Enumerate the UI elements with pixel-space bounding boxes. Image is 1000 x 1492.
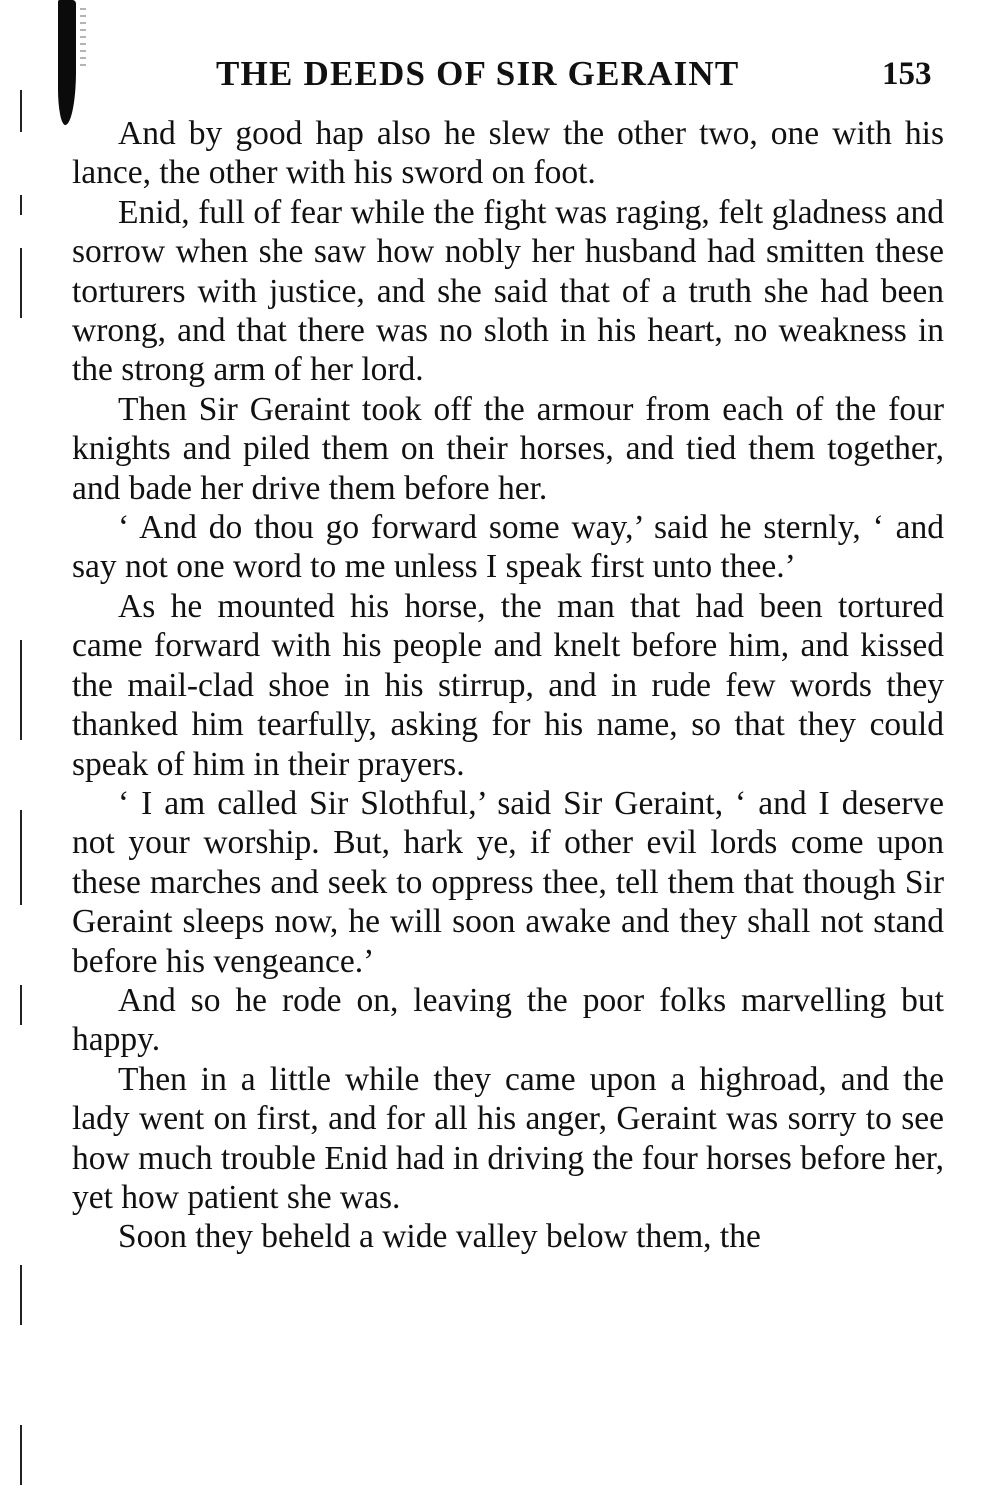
gutter-mark: [20, 985, 22, 1025]
paragraph: And by good hap also he slew the other two, one with his lance, the other with his sword on foot.: [72, 115, 944, 192]
paragraph: And so he rode on, leaving the poor folks marvelling but happy.: [72, 981, 944, 1059]
paragraph: Enid, full of fear while the fight was raging, felt gladness and sorrow when she saw how nobly her husband had smitten these torturers with justice, and she said that of a truth she had been wrong, and that there was no sloth in his heart, no weakness in the strong arm of her lord.: [72, 193, 944, 389]
paragraph: ‘ I am called Sir Slothful,’ said Sir Geraint, ‘ and I deserve not your worship. But, hark ye, if other evil lords come upon these marches and seek to oppress thee, tell them that though Sir Geraint sleeps now, he will soon awake and they shall not stand before his vengeance.’: [72, 784, 944, 980]
paragraph: Soon they beheld a wide valley below them, the: [118, 1218, 761, 1256]
paragraph: ‘ And do thou go forward some way,’ said he sternly, ‘ and say not one word to me unless I speak first unto thee.’: [72, 509, 944, 586]
gutter-mark: [20, 248, 22, 318]
gutter-mark: [20, 640, 22, 740]
gutter-mark: [20, 1265, 22, 1325]
running-title: THE DEEDS OF SIR GERAINT: [216, 54, 740, 93]
paragraph: Then in a little while they came upon a highroad, and the lady went on first, and for all his anger, Geraint was sorry to see how much trouble Enid had in driving the four horses before her, yet how patient she was.: [72, 1060, 944, 1216]
gutter-mark: [20, 1425, 22, 1485]
gutter-mark: [20, 195, 22, 215]
page-header: [0, 52, 1000, 100]
paragraph: As he mounted his horse, the man that had been tortured came forward with his people and knelt before him, and kissed the mail-clad shoe in his stirrup, and in rude few words they thanked him tearfully, asking for his name, so that they could speak of him in their prayers.: [72, 587, 944, 783]
gutter-mark: [20, 810, 22, 905]
page-number: 153: [882, 56, 932, 92]
body-text: [72, 114, 944, 1257]
paragraph: Then Sir Geraint took off the armour from each of the four knights and piled them on their horses, and tied them together, and bade her drive them before her.: [72, 390, 944, 507]
